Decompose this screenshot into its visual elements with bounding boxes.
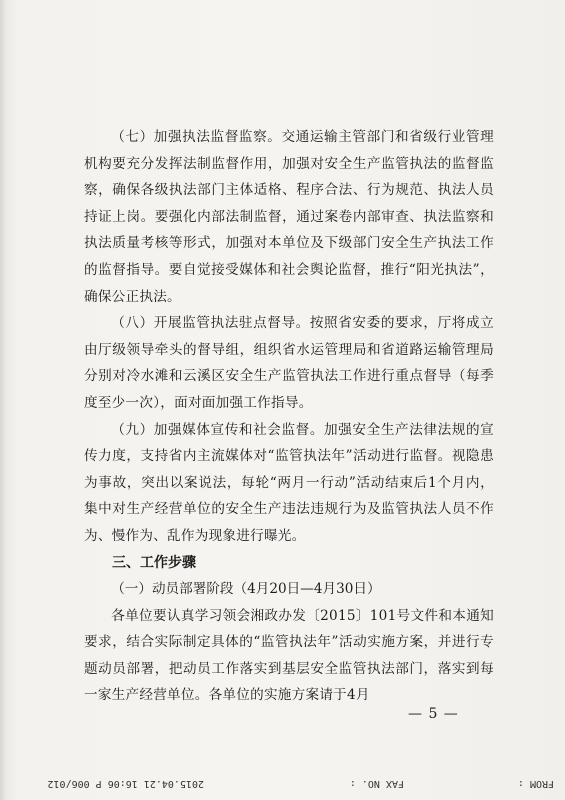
paragraph-8: （八）开展监管执法驻点督导。按照省安委的要求，厅将成立由厅级领导牵头的督导组，组织省水运管理局和省道路运输管理局分别对冷水滩和云溪区安全生产监管执法工作进行重点督导（每季度至少一次），面对面加强工作指导。 [84, 315, 494, 411]
section-heading: 三、工作步骤 [112, 554, 196, 571]
paragraph-9: （九）加强媒体宣传和社会监督。加强安全生产法律法规的宣传力度，支持省内主流媒体对“监管执法年”活动进行监督。视隐患为事故，突出以案说法，每轮“两月一行动”活动结束后1个月内，集中对生产经营单位的安全生产违法违规行为及监管执法人员不作为、慢作为、乱作为现象进行曝光。 [84, 421, 494, 544]
fax-from-label: FROM : [517, 778, 554, 789]
final-paragraph: 各单位要认真学习领会湘政办发〔2015〕101号文件和本通知要求，结合实际制定具体的“监管执法年”活动实施方案，并进行专题动员部署，把动员工作落实到基层安全监管执法部门，落实到每一家生产经营单位。各单位的实施方案请于4月 [84, 607, 494, 704]
fax-header-strip [14, 775, 554, 789]
stage-subheading: （一）动员部署阶段（4月20日—4月30日） [111, 581, 381, 598]
document-body [84, 124, 494, 709]
fax-number-label: FAX NO. : [349, 778, 404, 789]
paragraph-7: （七）加强执法监督监察。交通运输主管部门和省级行业管理机构要充分发挥法制监督作用，加强对安全生产监管执法的监督监察，确保各级执法部门主体适格、程序合法、行为规范、执法人员持证上岗。要强化内部法制监督，通过案卷内部审查、执法监察和执法质量考核等形式，加强对本单位及下级部门安全生产执法工作的监督指导。要自觉接受媒体和社会舆论监督，推行“阳光执法”，确保公正执法。 [84, 129, 494, 305]
scan-edge-shadow [0, 0, 6, 800]
page-number: — 5 — [408, 706, 459, 722]
fax-timestamp: 2015.04.21 16:06 P 006/012 [47, 778, 204, 789]
